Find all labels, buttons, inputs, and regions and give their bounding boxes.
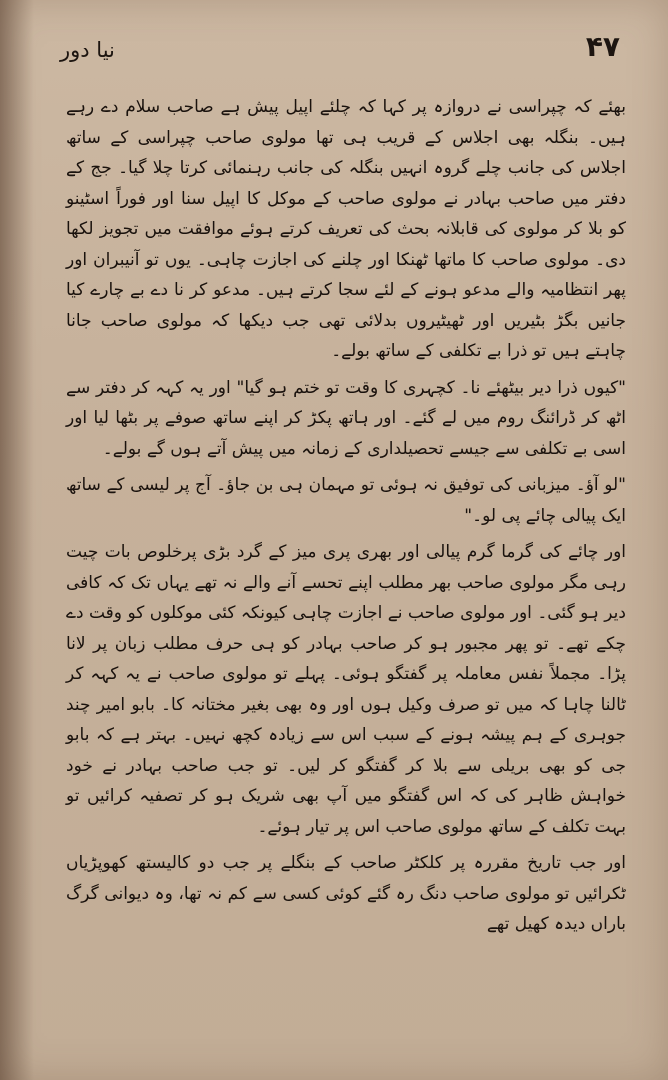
paragraph-5: اور جب تاریخ مقررہ پر کلکٹر صاحب کے بنگلے پر جب دو کالیستھ کھوپڑیاں ٹکرائیں تو مولوی صاحب دنگ رہ گئے کوئی کسی سے کم نہ تھا، وہ دیوانی گرگ باراں دیدہ کھیل تھے	[66, 853, 626, 934]
paragraph-4: اور چائے کی گرما گرم پیالی اور بھری پری میز کے گرد بڑی پرخلوص بات چیت رہی مگر مولوی صاحب بھر مطلب اپنے تحسے آنے والے نہ تھے یہاں تک کہ کافی دیر ہو گئی۔ اور مولوی صاحب نے اجازت چاہی کیونکہ کئی موکلوں کو وقت دے چکے تھے۔ تو پھر مجبور ہو کر صاحب بہادر کو ہی حرف مطلب زبان پر لانا پڑا۔ مجملاً نفس معاملہ پر گفتگو ہوئی۔ پہلے تو مولوی صاحب نے یہ کہہ کر ٹالنا چاہا کہ میں تو صرف وکیل ہوں اور وہ بھی بغیر مختانہ کا۔ بابو امیر چند جوہری کے ہم پیشہ ہونے کے سبب اس سے زیادہ کچھ نہیں۔ بہتر ہے کہ بابو جی کو بھی بریلی سے بلا کر گفتگو کر لیں۔ تو جب صاحب بہادر نے خود خواہش ظاہر کی کہ اس گفتگو میں آپ بھی شریک ہو کر تصفیہ کرائیں تو بہت تکلف کے ساتھ مولوی صاحب اس پر تیار ہوئے۔	[66, 542, 626, 837]
running-title: نیا دور	[60, 38, 115, 62]
page-header	[60, 30, 620, 80]
page-number: ۴۷	[585, 30, 620, 63]
paragraph-1: بھئے کہ چپراسی نے دروازہ پر کہا کہ چلئے اپیل پیش ہے صاحب سلام دے رہے ہیں۔ بنگلہ بھی اجلاس کے قریب ہی تھا مولوی صاحب چپراسی کے ساتھ اجلاس کی جانب چلے گروہ انہیں بنگلہ کی جانب رہنمائی کرتا چلا گیا۔ جج کے دفتر میں صاحب بہادر نے مولوی صاحب کے موکل کا اپیل سنا اور فوراً اسٹینو کو بلا کر مولوی کی قابلانہ بحث کی تعریف کرتے ہوئے موافقت میں تجویز لکھا دی۔ مولوی صاحب کا ماتھا ٹھنکا اور چلنے کی اجازت چاہی۔ یوں تو آنیبران اور پھر انتظامیہ والے مدعو ہونے کے لئے سجا کرتے ہیں۔ مدعو کر نا دے بے چارے کیا جانیں بگڑ بٹیریں اور ٹھیٹیروں بدلائی تھی جب دیکھا کہ مولوی صاحب جانا چاہتے ہیں تو ذرا بے تکلفی کے ساتھ بولے۔	[66, 97, 626, 361]
body-text	[66, 92, 626, 946]
paragraph-2: "کیوں ذرا دیر بیٹھئے نا۔ کچہری کا وقت تو ختم ہو گیا" اور یہ کہہ کر دفتر سے اٹھ کر ڈرائنگ روم میں لے گئے۔ اور ہاتھ پکڑ کر اپنے ساتھ صوفے پر بٹھا لیا اور اسی بے تکلفی سے جیسے تحصیلداری کے زمانہ میں پیش آتے ہوں گے بولے۔	[66, 377, 626, 459]
paragraph-3: "لو آؤ۔ میزبانی کی توفیق نہ ہوئی تو مہمان ہی بن جاؤ۔ آج پر لیسی کے ساتھ ایک پیالی چائے پی لو۔"	[66, 475, 626, 526]
binding-shadow	[0, 0, 34, 1080]
